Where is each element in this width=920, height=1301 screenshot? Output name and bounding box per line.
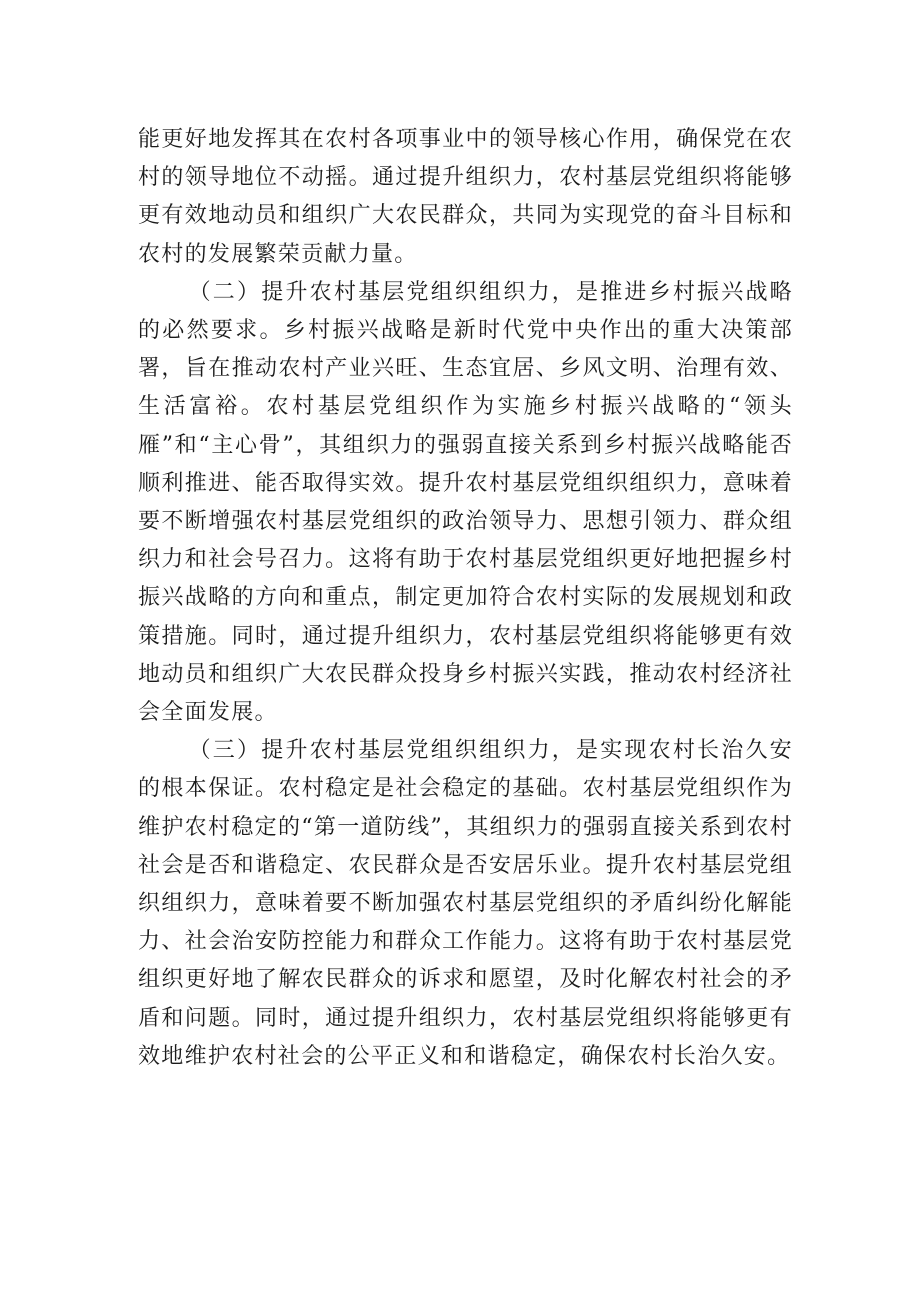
document-body: [138, 121, 793, 1076]
paragraph-continuation: 能更好地发挥其在农村各项事业中的领导核心作用，确保党在农村的领导地位不动摇。通过提升组织力，农村基层党组织将能够更有效地动员和组织广大农民群众，共同为实现党的奋斗目标和农村的发展繁荣贡献力量。: [138, 127, 793, 267]
paragraph-section-three: （三）提升农村基层党组织组织力，是实现农村长治久安的根本保证。农村稳定是社会稳定的基础。农村基层党组织作为维护农村稳定的“第一道防线”，其组织力的强弱直接关系到农村社会是否和谐稳定、农民群众是否安居乐业。提升农村基层党组织组织力，意味着要不断加强农村基层党组织的矛盾纠纷化解能力、社会治安防控能力和群众工作能力。这将有助于农村基层党组织更好地了解农民群众的诉求和愿望，及时化解农村社会的矛盾和问题。同时，通过提升组织力，农村基层党组织将能够更有效地维护农村社会的公平正义和和谐稳定，确保农村长治久安。: [138, 738, 793, 1069]
paragraph-section-two: （二）提升农村基层党组织组织力，是推进乡村振兴战略的必然要求。乡村振兴战略是新时代党中央作出的重大决策部署，旨在推动农村产业兴旺、生态宜居、乡风文明、治理有效、生活富裕。农村基层党组织作为实施乡村振兴战略的“领头雁”和“主心骨”，其组织力的强弱直接关系到乡村振兴战略能否顺利推进、能否取得实效。提升农村基层党组织组织力，意味着要不断增强农村基层党组织的政治领导力、思想引领力、群众组织力和社会号召力。这将有助于农村基层党组织更好地把握乡村振兴战略的方向和重点，制定更加符合农村实际的发展规划和政策措施。同时，通过提升组织力，农村基层党组织将能够更有效地动员和组织广大农民群众投身乡村振兴实践，推动农村经济社会全面发展。: [138, 279, 793, 726]
